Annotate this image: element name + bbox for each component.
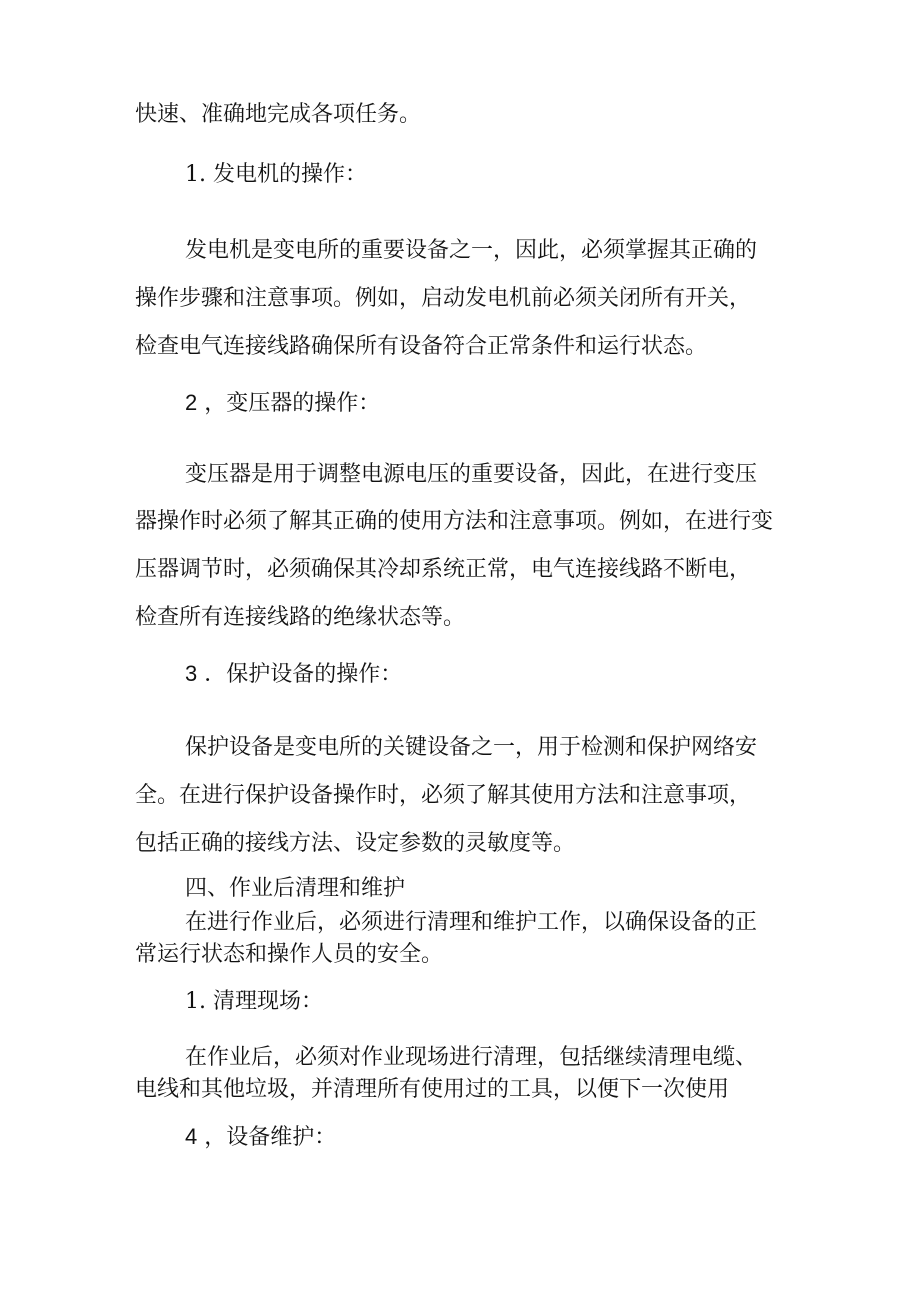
section-3-line-1: 保护设备是变电所的关键设备之一，用于检测和保护网络安	[185, 735, 758, 760]
section-3-title: ．保护设备的操作：	[204, 662, 403, 687]
section-6-title: ，设备维护：	[204, 1125, 337, 1150]
section-5-line-1: 在作业后，必须对作业现场进行清理，包括继续清理电缆、	[185, 1045, 758, 1070]
section-6-number: 4	[185, 1124, 198, 1149]
section-1-heading: 1. 发电机的操作：	[185, 162, 367, 187]
section-2-line-4: 检查所有连接线路的绝缘状态等。	[135, 605, 466, 630]
section-6-heading	[185, 1122, 336, 1153]
section-3-number: 3	[185, 661, 198, 686]
section-3-line-3: 包括正确的接线方法、设定参数的灵敏度等。	[135, 831, 576, 856]
section-2-title: ，变压器的操作：	[204, 391, 381, 416]
section-1-line-3: 检查电气连接线路确保所有设备符合正常条件和运行状态。	[135, 334, 708, 359]
section-2-heading	[185, 388, 380, 419]
section-2-line-2: 器操作时必须了解其正确的使用方法和注意事项。例如，在进行变	[135, 509, 774, 534]
section-1-line-1: 发电机是变电所的重要设备之一，因此，必须掌握其正确的	[185, 238, 758, 263]
section-4-line-1: 在进行作业后，必须进行清理和维护工作，以确保设备的正	[185, 910, 758, 935]
section-3-heading	[185, 659, 402, 690]
section-4-line-2: 常运行状态和操作人员的安全。	[135, 942, 444, 967]
section-3-line-2: 全。在进行保护设备操作时，必须了解其使用方法和注意事项，	[135, 783, 752, 808]
section-4-heading: 四、作业后清理和维护	[185, 876, 406, 901]
section-5-heading: 1. 清理现场：	[185, 989, 323, 1014]
section-1-line-2: 操作步骤和注意事项。例如，启动发电机前必须关闭所有开关，	[135, 286, 752, 311]
section-2-line-1: 变压器是用于调整电源电压的重要设备，因此，在进行变压	[185, 462, 758, 487]
intro-tail-line: 快速、准确地完成各项任务。	[135, 102, 422, 127]
section-5-line-2: 电线和其他垃圾，并清理所有使用过的工具，以便下一次使用	[135, 1077, 730, 1102]
section-2-number: 2	[185, 390, 198, 415]
section-2-line-3: 压器调节时，必须确保其冷却系统正常，电气连接线路不断电，	[135, 557, 752, 582]
